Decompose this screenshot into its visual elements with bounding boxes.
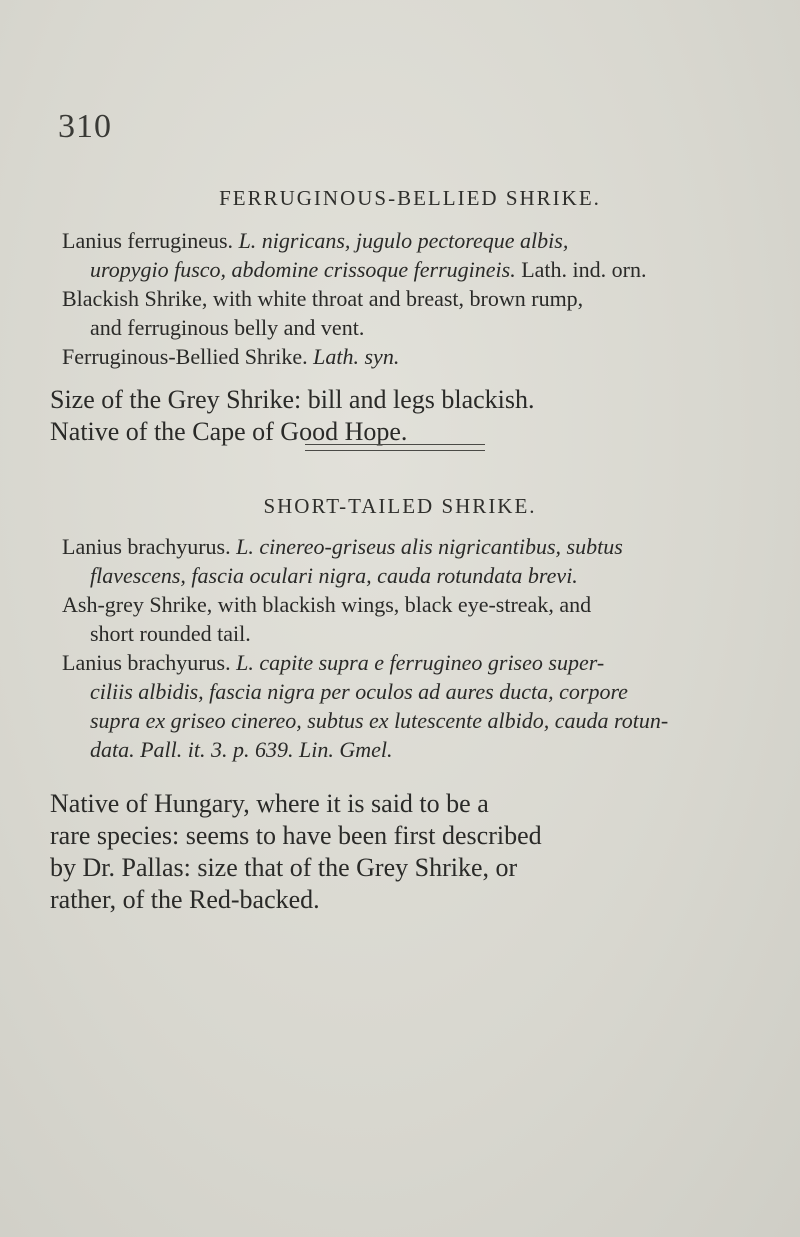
- entry-line: Ash-grey Shrike, with blackish wings, black eye-streak, and: [62, 592, 592, 617]
- entry-line: and ferruginous belly and vent.: [90, 315, 365, 340]
- entry-ferruginous-bellied-shrike: [62, 226, 762, 371]
- section-divider: [305, 444, 485, 451]
- description-line: rather, of the Red-backed.: [50, 885, 320, 914]
- description-line: Native of the Cape of Good Hope.: [50, 417, 408, 446]
- description-line: Size of the Grey Shrike: bill and legs blackish.: [50, 385, 535, 414]
- page-number: 310: [58, 108, 112, 145]
- description-short-tailed-shrike: [50, 788, 770, 916]
- entry-line: uropygio fusco, abdomine crissoque ferrugineis. Lath. ind. orn.: [90, 257, 647, 282]
- section-heading-short-tailed-shrike: SHORT-TAILED SHRIKE.: [263, 494, 537, 518]
- entry-line: ciliis albidis, fascia nigra per oculos ad aures ducta, corpore: [90, 679, 628, 704]
- entry-line: Ferruginous-Bellied Shrike. Lath. syn.: [62, 344, 400, 369]
- description-line: rare species: seems to have been first described: [50, 821, 542, 850]
- entry-line: Lanius brachyurus. L. capite supra e ferrugineo griseo super-: [62, 650, 605, 675]
- description-line: Native of Hungary, where it is said to be a: [50, 789, 489, 818]
- description-line: by Dr. Pallas: size that of the Grey Shrike, or: [50, 853, 518, 882]
- entry-line: Blackish Shrike, with white throat and breast, brown rump,: [62, 286, 584, 311]
- entry-line: data. Pall. it. 3. p. 639. Lin. Gmel.: [90, 737, 393, 762]
- section-heading-ferruginous-bellied-shrike: FERRUGINOUS-BELLIED SHRIKE.: [219, 186, 601, 210]
- entry-line: Lanius ferrugineus. L. nigricans, jugulo pectoreque albis,: [62, 228, 569, 253]
- entry-short-tailed-shrike: [62, 532, 762, 764]
- description-ferruginous-bellied-shrike: [50, 384, 770, 448]
- entry-line: Lanius brachyurus. L. cinereo-griseus alis nigricantibus, subtus: [62, 534, 623, 559]
- entry-line: flavescens, fascia oculari nigra, cauda rotundata brevi.: [90, 563, 578, 588]
- entry-line: short rounded tail.: [90, 621, 251, 646]
- entry-line: supra ex griseo cinereo, subtus ex lutescente albido, cauda rotun-: [90, 708, 669, 733]
